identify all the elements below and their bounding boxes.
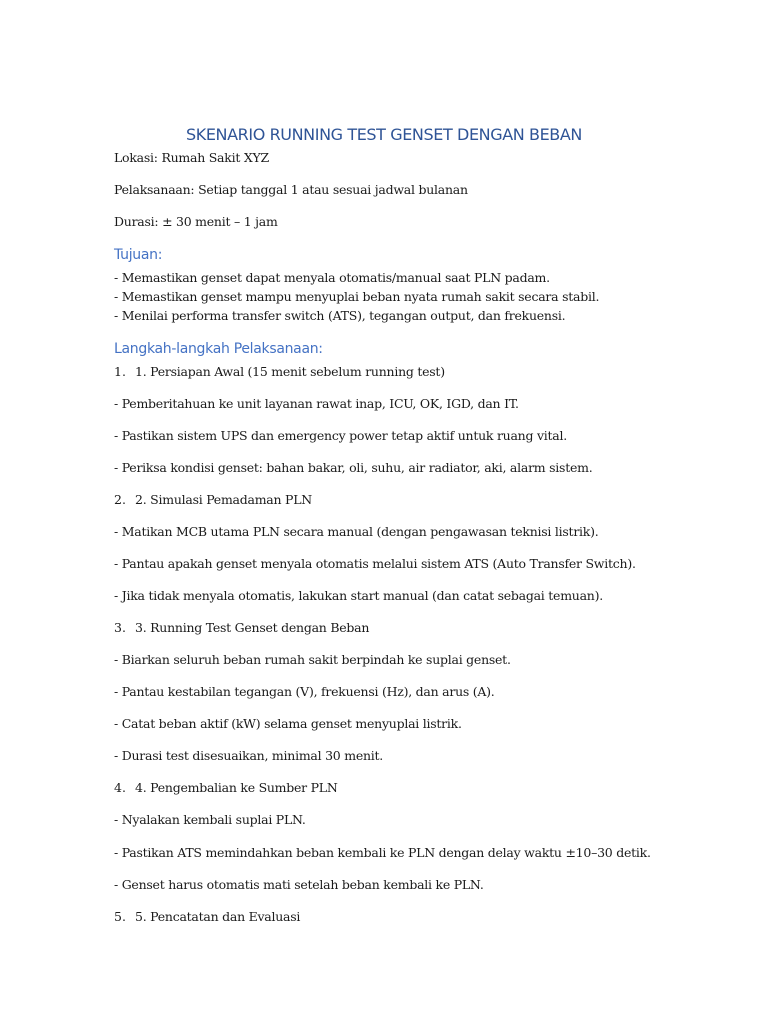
step-title: 4. Pengembalian ke Sumber PLN: [135, 780, 338, 795]
step-item: - Biarkan seluruh beban rumah sakit berpindah ke suplai genset.: [114, 652, 511, 667]
document-title: SKENARIO RUNNING TEST GENSET DENGAN BEBAN: [186, 125, 582, 144]
location-line: Lokasi: Rumah Sakit XYZ: [114, 150, 269, 165]
step-item: - Periksa kondisi genset: bahan bakar, oli, suhu, air radiator, aki, alarm sistem.: [114, 460, 593, 475]
step-item: - Genset harus otomatis mati setelah beban kembali ke PLN.: [114, 877, 484, 892]
step-title: 3. Running Test Genset dengan Beban: [135, 620, 370, 635]
objective-item: - Memastikan genset mampu menyuplai beban nyata rumah sakit secara stabil.: [114, 289, 600, 304]
step-item: - Pantau kestabilan tegangan (V), frekuensi (Hz), dan arus (A).: [114, 684, 495, 699]
step-item: - Pastikan ATS memindahkan beban kembali ke PLN dengan delay waktu ±10–30 detik.: [114, 845, 651, 860]
step-item: - Pastikan sistem UPS dan emergency power tetap aktif untuk ruang vital.: [114, 428, 567, 443]
step-title: 1. Persiapan Awal (15 menit sebelum running test): [135, 364, 445, 379]
step-number: 2.: [114, 492, 126, 507]
step-item: - Nyalakan kembali suplai PLN.: [114, 812, 306, 827]
objective-item: - Memastikan genset dapat menyala otomatis/manual saat PLN padam.: [114, 270, 550, 285]
step-number: 4.: [114, 780, 126, 795]
step-number: 3.: [114, 620, 126, 635]
schedule-line: Pelaksanaan: Setiap tanggal 1 atau sesuai jadwal bulanan: [114, 182, 468, 197]
objectives-heading: Tujuan:: [114, 247, 163, 263]
step-item: - Jika tidak menyala otomatis, lakukan start manual (dan catat sebagai temuan).: [114, 588, 603, 603]
step-item: - Matikan MCB utama PLN secara manual (dengan pengawasan teknisi listrik).: [114, 524, 599, 539]
step-item: - Pemberitahuan ke unit layanan rawat inap, ICU, OK, IGD, dan IT.: [114, 396, 519, 411]
duration-line: Durasi: ± 30 menit – 1 jam: [114, 214, 278, 229]
step-item: - Durasi test disesuaikan, minimal 30 menit.: [114, 748, 384, 763]
step-item: - Catat beban aktif (kW) selama genset menyuplai listrik.: [114, 716, 462, 731]
step-number: 1.: [114, 364, 126, 379]
step-number: 5.: [114, 909, 126, 924]
step-title: 5. Pencatatan dan Evaluasi: [135, 909, 301, 924]
step-title: 2. Simulasi Pemadaman PLN: [135, 492, 312, 507]
objective-item: - Menilai performa transfer switch (ATS), tegangan output, dan frekuensi.: [114, 308, 566, 323]
step-item: - Pantau apakah genset menyala otomatis melalui sistem ATS (Auto Transfer Switch).: [114, 556, 636, 571]
steps-heading: Langkah-langkah Pelaksanaan:: [114, 341, 323, 357]
